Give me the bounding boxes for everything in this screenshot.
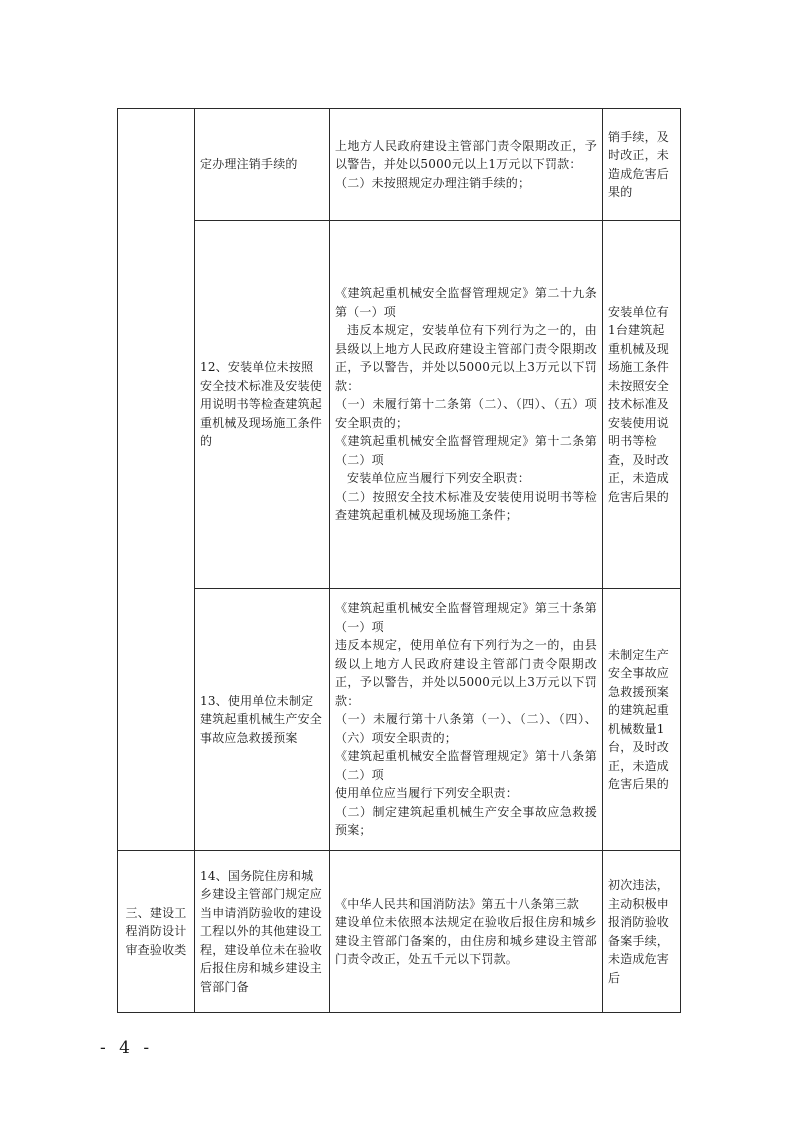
condition-cell: 初次违法，主动积极申报消防验收备案手续，未造成危害后 bbox=[603, 851, 681, 1013]
basis-line: （二）未按照规定办理注销手续的； bbox=[335, 175, 531, 190]
basis-cell bbox=[330, 851, 603, 1013]
basis-cell bbox=[330, 589, 603, 851]
table-row bbox=[118, 109, 681, 221]
basis-cell bbox=[330, 109, 603, 221]
basis-line: （二）制定建筑起重机械生产安全事故应急救援预案； bbox=[335, 804, 597, 838]
basis-line: 安装单位应当履行下列安全职责： bbox=[347, 471, 531, 486]
basis-line: （一）未履行第十二条第（二）、（四）、（五）项安全职责的； bbox=[335, 397, 597, 430]
regulation-table bbox=[117, 108, 681, 1013]
basis-line: 上地方人民政府建设主管部门责令限期改正，予以警告，并处以5000元以上1万元以下罚款： bbox=[335, 138, 597, 172]
item-cell: 14、国务院住房和城乡建设主管部门规定应当申请消防验收的建设工程以外的其他建设工程，建设单位未在验收后报住房和城乡建设主管部门备 bbox=[195, 851, 330, 1013]
basis-line: 使用单位应当履行下列安全职责： bbox=[335, 786, 519, 801]
basis-line: 《建筑起重机械安全监督管理规定》第三十条第（一）项 bbox=[335, 601, 597, 634]
basis-line: 违反本规定，安装单位有下列行为之一的，由县级以上地方人民政府建设主管部门责令限期改正，予以警告，并处以5000元以上3万元以下罚款： bbox=[335, 323, 597, 393]
category-cell: 三、建设工程消防设计审查验收类 bbox=[118, 851, 195, 1013]
basis-line: （一）未履行第十八条第（一）、（二）、（四）、（六）项安全职责的； bbox=[335, 712, 597, 745]
item-cell: 13、使用单位未制定建筑起重机械生产安全事故应急救援预案 bbox=[195, 589, 330, 851]
basis-cell bbox=[330, 221, 603, 589]
condition-cell: 销手续，及时改正，未造成危害后果的 bbox=[603, 109, 681, 221]
item-cell: 12、安装单位未按照安全技术标准及安装使用说明书等检查建筑起重机械及现场施工条件的 bbox=[195, 221, 330, 589]
item-cell: 定办理注销手续的 bbox=[195, 109, 330, 221]
condition-cell: 安装单位有1台建筑起重机械及现场施工条件未按照安全技术标准及安装使用说明书等检查，及时改正，未造成危害后果的 bbox=[603, 221, 681, 589]
basis-line: 《建筑起重机械安全监督管理规定》第十二条第（二）项 bbox=[335, 434, 597, 467]
table-row bbox=[118, 221, 681, 589]
basis-line: 《建筑起重机械安全监督管理规定》第二十九条第（一）项 bbox=[335, 286, 597, 319]
basis-line: （二）按照安全技术标准及安装使用说明书等检查建筑起重机械及现场施工条件； bbox=[335, 489, 597, 523]
category-cell bbox=[118, 109, 195, 851]
page-number: - 4 - bbox=[100, 1038, 154, 1058]
basis-line: 建设单位未依照本法规定在验收后报住房和城乡建设主管部门备案的，由住房和城乡建设主管部门责令改正，处五千元以下罚款。 bbox=[335, 915, 597, 966]
table-row bbox=[118, 589, 681, 851]
basis-line: 违反本规定，使用单位有下列行为之一的，由县级以上地方人民政府建设主管部门责令限期改正，予以警告，并处以5000元以上3万元以下罚款： bbox=[335, 638, 597, 708]
basis-line: 《中华人民共和国消防法》第五十八条第三款 bbox=[335, 896, 580, 911]
basis-line: 《建筑起重机械安全监督管理规定》第十八条第（二）项 bbox=[335, 749, 597, 782]
table-row bbox=[118, 851, 681, 1013]
condition-cell: 未制定生产安全事故应急救援预案的建筑起重机械数量1台，及时改正，未造成危害后果的 bbox=[603, 589, 681, 851]
